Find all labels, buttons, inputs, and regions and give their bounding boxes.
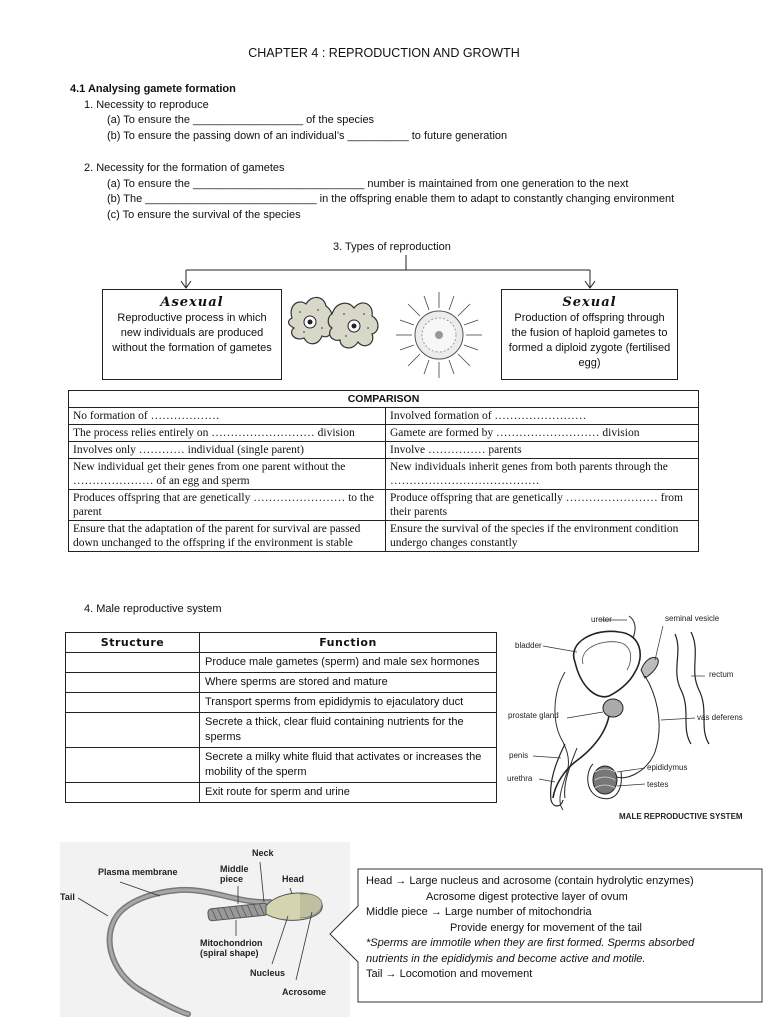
label-middle-piece: Middle piece [220,864,249,884]
structure-cell[interactable] [66,783,200,803]
label-rectum: rectum [709,670,734,679]
diagram-caption: MALE REPRODUCTIVE SYSTEM [619,812,743,821]
item3-label: 3. Types of reproduction [333,241,451,253]
table-row [66,783,497,803]
note-head: Head → Large nucleus and acrosome (contain hydrolytic enzymes) [366,875,694,887]
table-row [66,693,497,713]
cmp-cell: No formation of ……………… [69,408,386,425]
function-cell: Exit route for sperm and urine [200,783,497,803]
label-plasma-membrane: Plasma membrane [98,867,178,877]
function-cell: Secrete a thick, clear fluid containing nutrients for the sperms [200,713,497,748]
note-tail: Tail → Locomotion and movement [366,968,533,980]
label-nucleus: Nucleus [250,968,286,978]
note-nutrients: nutrients in the epididymis and become active and motile. [366,952,646,965]
structure-cell[interactable] [66,713,200,748]
function-cell: Secrete a milky white fluid that activates or increases the mobility of the sperm [200,748,497,783]
item2-b: (b) The ____________________________ in the offspring enable them to adapt to constantly changing environment [107,193,675,205]
note-immotile: *Sperms are immotile when they are first formed. Sperms absorbed [366,937,695,949]
item4-label: 4. Male reproductive system [84,603,222,615]
label-seminal-vesicle: seminal vesicle [665,614,720,623]
amoeba-illustration [284,288,384,360]
function-cell: Transport sperms from epididymis to ejaculatory duct [200,693,497,713]
structure-cell[interactable] [66,693,200,713]
structure-cell[interactable] [66,748,200,783]
label-prostate: prostate gland [508,711,559,720]
label-head: Head [282,874,305,884]
item2-label: 2. Necessity for the formation of gametes [84,162,285,174]
label-epididymus: epididymus [647,763,688,772]
male-system-table [65,632,497,803]
asexual-heading: Asexual [160,295,224,310]
sexual-text: Production of offspring through the fusion of haploid gametes to formed a diploid zygote (fertilised egg) [508,312,671,369]
page-title: CHAPTER 4 : REPRODUCTION AND GROWTH [248,46,520,60]
label-mitochondrion: Mitochondrion (spiral shape) [200,938,263,958]
table-row [66,653,497,673]
asexual-box [102,289,282,380]
table-row [69,490,699,521]
table-row [66,713,497,748]
table-row [66,748,497,783]
cmp-cell: Involve …………… parents [386,442,699,459]
sperm-notes [366,874,762,983]
sperm-diagram [60,842,350,1017]
structure-cell[interactable] [66,673,200,693]
table-row [69,521,699,552]
table-row [69,408,699,425]
male-reproductive-diagram [505,612,765,827]
table-row [69,459,699,490]
egg-sperm-illustration [394,290,484,380]
comparison-header: COMPARISON [69,391,699,408]
asexual-text: Reproductive process in which new individuals are produced without the formation of gametes [112,312,272,354]
table-row [69,425,699,442]
item1-label: 1. Necessity to reproduce [84,99,209,111]
comparison-table [68,390,699,552]
item1-b: (b) To ensure the passing down of an individual’s __________ to future generation [107,130,508,142]
cmp-cell: Involved formation of …………………… [386,408,699,425]
cmp-cell: New individual get their genes from one parent without the ………………… of an egg and sperm [69,459,386,490]
cmp-cell: The process relies entirely on ……………………… division [69,425,386,442]
cmp-cell: Produces offspring that are genetically …………………… to the parent [69,490,386,521]
function-header: Function [200,633,497,653]
table-row [66,673,497,693]
section-heading: 4.1 Analysing gamete formation [70,83,236,95]
item1-a: (a) To ensure the __________________ of the species [107,114,375,126]
sexual-box [501,289,678,380]
label-tail: Tail [60,892,75,902]
structure-header: Structure [66,633,200,653]
cmp-cell: New individuals inherit genes from both parents through the ………………………………… [386,459,699,490]
function-cell: Produce male gametes (sperm) and male sex hormones [200,653,497,673]
item2-a: (a) To ensure the ____________________________ number is maintained from one generation to the next [107,178,629,190]
label-bladder: bladder [515,641,542,650]
cmp-cell: Ensure that the adaptation of the parent for survival are passed down unchanged to the offspring if the environment is stable [69,521,386,552]
note-acrosome: Acrosome digest protective layer of ovum [426,890,628,903]
label-vas-deferens: vas deferens [697,713,743,722]
table-row [69,442,699,459]
cmp-cell: Produce offspring that are genetically …………………… from their parents [386,490,699,521]
sexual-heading: Sexual [562,295,617,310]
label-penis: penis [509,751,529,760]
label-urethra: urethra [507,774,533,783]
label-neck: Neck [252,848,274,858]
label-ureter: ureter [591,615,612,624]
label-testes: testes [647,780,669,789]
note-energy: Provide energy for movement of the tail [450,921,642,934]
types-connector [170,254,600,290]
label-acrosome: Acrosome [282,987,327,997]
cmp-cell: Gamete are formed by ……………………… division [386,425,699,442]
cmp-cell: Ensure the survival of the species if the environment condition undergo changes constantly [386,521,699,552]
note-middle-piece: Middle piece → Large number of mitochondria [366,906,592,918]
cmp-cell: Involves only ………… individual (single parent) [69,442,386,459]
item2-c: (c) To ensure the survival of the species [107,209,301,221]
structure-cell[interactable] [66,653,200,673]
function-cell: Where sperms are stored and mature [200,673,497,693]
